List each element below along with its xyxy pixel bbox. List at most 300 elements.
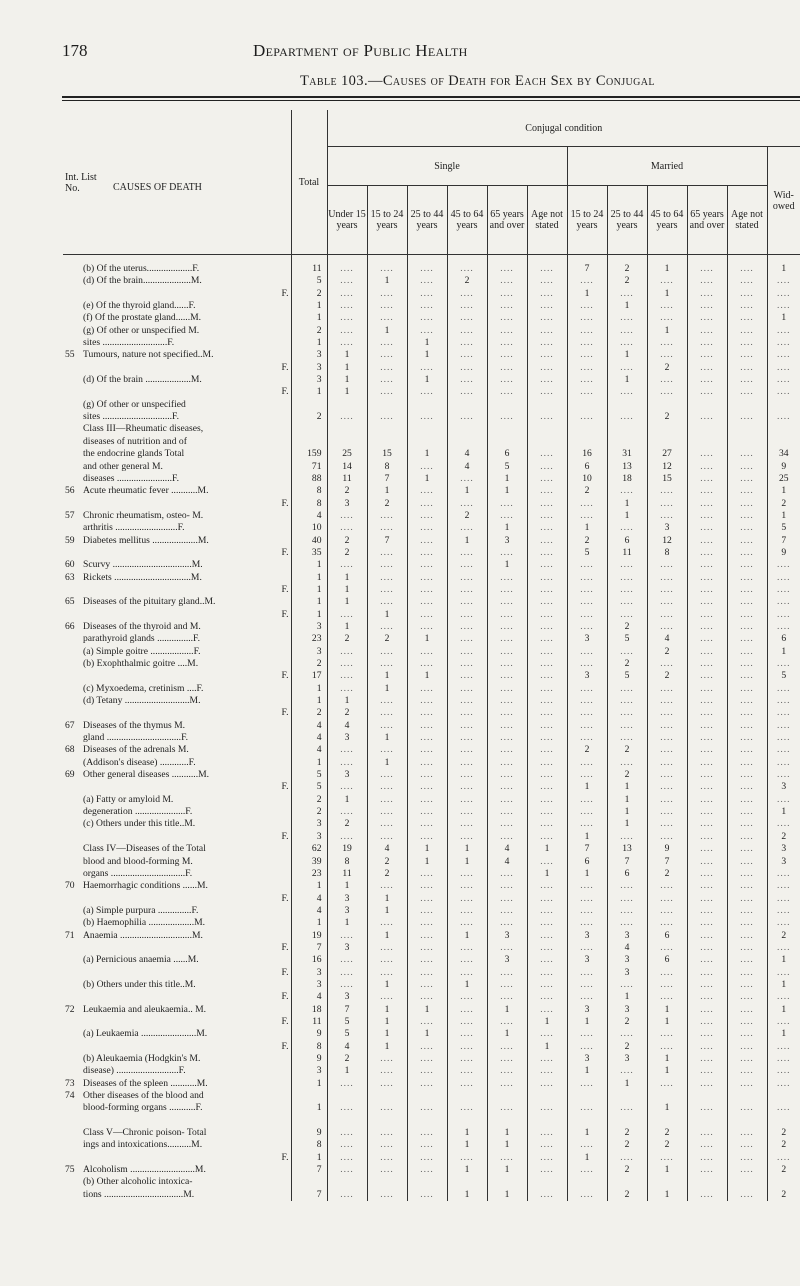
cell-single-15-24 <box>367 1090 407 1102</box>
cell-single-25-44 <box>407 794 447 806</box>
empty-cell-dots: .... <box>776 1015 791 1027</box>
empty-cell-dots: .... <box>340 1077 354 1089</box>
cell-single-15-24 <box>367 1139 407 1151</box>
cell-widowed <box>767 905 800 917</box>
cell-married-15-24: 3 <box>567 670 607 682</box>
empty-cell-dots: .... <box>500 411 514 423</box>
empty-cell-dots: .... <box>500 756 514 768</box>
cell-married-65 <box>687 905 727 917</box>
cell-single-not-stated <box>527 794 567 806</box>
empty-cell-dots: .... <box>420 941 434 953</box>
empty-cell-dots: .... <box>740 1015 754 1027</box>
empty-cell-dots: .... <box>380 571 394 583</box>
cell-married-25-44: 6 <box>607 535 647 547</box>
cell-married-65 <box>687 1139 727 1151</box>
empty-cell-dots: .... <box>776 769 791 781</box>
empty-cell-dots: .... <box>460 324 474 336</box>
cell-single-15-24: 7 <box>367 473 407 485</box>
empty-cell-dots: .... <box>700 275 714 287</box>
empty-cell-dots: .... <box>540 1164 554 1176</box>
table-row <box>63 522 800 534</box>
int-list-code: 69 <box>65 769 75 781</box>
empty-cell-dots: .... <box>460 1040 474 1052</box>
cell-under15: 1 <box>327 374 367 386</box>
cell-widowed: 1 <box>767 646 800 658</box>
empty-cell-dots: .... <box>540 781 554 793</box>
table-row <box>63 349 800 361</box>
empty-cell-dots: .... <box>460 620 474 632</box>
empty-cell-dots: .... <box>660 769 674 781</box>
cell-single-25-44 <box>407 781 447 793</box>
cell-married-15-24: 2 <box>567 485 607 497</box>
cause-cell <box>63 1041 291 1053</box>
table-row <box>63 1127 800 1139</box>
cell-married-not-stated <box>727 1065 767 1077</box>
total-cell: 40 <box>291 535 327 547</box>
int-list-code: 72 <box>65 1003 75 1015</box>
empty-cell-dots: .... <box>500 719 514 731</box>
empty-cell-dots: .... <box>660 1077 674 1089</box>
cell-married-45-64: 1 <box>647 1065 687 1077</box>
empty-cell-dots: .... <box>700 793 714 805</box>
cell-single-not-stated <box>527 979 567 991</box>
empty-cell-dots: .... <box>340 756 354 768</box>
empty-cell-dots: .... <box>340 658 354 669</box>
cell-widowed <box>767 337 800 349</box>
cell-single-not-stated <box>527 954 567 966</box>
cell-single-25-44 <box>407 954 447 966</box>
cause-label: (b) Others under this title..M. <box>83 978 196 990</box>
cell-under15 <box>327 399 367 411</box>
empty-cell-dots: .... <box>420 806 434 818</box>
empty-cell-dots: .... <box>460 349 474 361</box>
cell-single-45-64 <box>447 572 487 584</box>
table-row <box>63 695 800 707</box>
table-row <box>63 868 800 880</box>
empty-cell-dots: .... <box>700 349 714 361</box>
empty-cell-dots: .... <box>776 1053 791 1064</box>
empty-cell-dots: .... <box>340 608 354 620</box>
empty-cell-dots: .... <box>580 756 594 768</box>
empty-cell-dots: .... <box>660 892 674 904</box>
col-single-not-stated: Age not stated <box>527 186 567 255</box>
empty-cell-dots: .... <box>660 374 674 386</box>
cell-single-15-24 <box>367 337 407 349</box>
cell-married-45-64: 1 <box>647 1004 687 1016</box>
cell-single-25-44: 1 <box>407 473 447 485</box>
cell-married-45-64 <box>647 794 687 806</box>
empty-cell-dots: .... <box>660 571 674 583</box>
cell-married-not-stated <box>727 621 767 633</box>
empty-cell-dots: .... <box>380 917 394 929</box>
cell-single-15-24: 1 <box>367 670 407 682</box>
table-row <box>63 707 800 719</box>
cell-under15 <box>327 1102 367 1114</box>
total-cell: 1 <box>291 1078 327 1090</box>
cell-single-not-stated <box>527 411 567 423</box>
table-row <box>63 547 800 559</box>
cause-label: diseases .......................F. <box>83 472 179 484</box>
empty-cell-dots: .... <box>620 892 634 904</box>
cell-single-15-24 <box>367 954 407 966</box>
cell-married-45-64: 2 <box>647 646 687 658</box>
cause-cell <box>63 843 291 855</box>
empty-cell-dots: .... <box>700 707 714 719</box>
cell-single-15-24 <box>367 1115 407 1127</box>
cell-single-15-24 <box>367 1102 407 1114</box>
cell-single-15-24 <box>367 695 407 707</box>
empty-cell-dots: .... <box>420 756 434 768</box>
cell-single-25-44: 1 <box>407 633 447 645</box>
empty-cell-dots: .... <box>580 904 594 916</box>
cell-single-25-44 <box>407 942 447 954</box>
empty-cell-dots: .... <box>500 793 514 805</box>
total-cell: 88 <box>291 473 327 485</box>
cell-single-65 <box>487 609 527 621</box>
cell-single-15-24 <box>367 522 407 534</box>
cell-single-65 <box>487 596 527 608</box>
table-row <box>63 374 800 386</box>
cell-married-25-44 <box>607 1065 647 1077</box>
cause-cell <box>63 991 291 1003</box>
cell-single-45-64 <box>447 374 487 386</box>
empty-cell-dots: .... <box>620 411 634 423</box>
cause-label: blood and blood-forming M. <box>83 855 193 867</box>
cell-single-15-24: 1 <box>367 1004 407 1016</box>
cell-single-25-44: 1 <box>407 374 447 386</box>
empty-cell-dots: .... <box>540 719 554 731</box>
empty-cell-dots: .... <box>380 620 394 632</box>
empty-cell-dots: .... <box>620 583 634 595</box>
cause-label: Rickets ................................M. <box>83 571 202 583</box>
empty-cell-dots: .... <box>540 978 554 990</box>
empty-cell-dots: .... <box>740 460 754 472</box>
cell-married-not-stated <box>727 535 767 547</box>
total-cell: 1 <box>291 917 327 929</box>
cause-cell <box>63 572 291 584</box>
empty-cell-dots: .... <box>700 1053 714 1064</box>
empty-cell-dots: .... <box>740 966 754 978</box>
cell-single-not-stated <box>527 362 567 374</box>
cell-under15: 1 <box>327 621 367 633</box>
table-row <box>63 1176 800 1188</box>
empty-cell-dots: .... <box>500 744 514 756</box>
empty-cell-dots: .... <box>460 818 474 830</box>
empty-cell-dots: .... <box>420 793 434 805</box>
cell-married-15-24 <box>567 596 607 608</box>
empty-cell-dots: .... <box>420 769 434 781</box>
empty-cell-dots: .... <box>700 670 714 682</box>
cell-married-not-stated <box>727 905 767 917</box>
empty-cell-dots: .... <box>540 744 554 756</box>
cell-single-25-44 <box>407 1065 447 1077</box>
empty-cell-dots: .... <box>700 509 714 521</box>
cell-single-45-64 <box>447 1065 487 1077</box>
cell-widowed <box>767 991 800 1003</box>
empty-cell-dots: .... <box>620 522 634 534</box>
empty-cell-dots: .... <box>776 411 791 423</box>
cell-single-not-stated <box>527 461 567 473</box>
cell-single-65: 1 <box>487 1189 527 1201</box>
cell-single-65 <box>487 942 527 954</box>
cause-label: Acute rheumatic fever ...........M. <box>83 485 209 497</box>
cell-widowed <box>767 880 800 892</box>
cell-single-25-44: 1 <box>407 856 447 868</box>
table-row <box>63 1041 800 1053</box>
cell-married-65 <box>687 485 727 497</box>
empty-cell-dots: .... <box>740 448 754 460</box>
cell-married-45-64 <box>647 386 687 398</box>
cell-married-15-24 <box>567 806 607 818</box>
cell-single-not-stated: 1 <box>527 868 567 880</box>
cell-single-45-64 <box>447 547 487 559</box>
cell-married-45-64 <box>647 609 687 621</box>
empty-cell-dots: .... <box>740 497 754 509</box>
cause-cell <box>63 263 291 275</box>
cell-widowed <box>767 584 800 596</box>
cell-single-25-44 <box>407 979 447 991</box>
empty-cell-dots: .... <box>740 1053 754 1064</box>
empty-cell-dots: .... <box>540 472 554 484</box>
empty-cell-dots: .... <box>380 941 394 953</box>
total-cell: 5 <box>291 769 327 781</box>
cell-married-65 <box>687 930 727 942</box>
cell-under15 <box>327 510 367 522</box>
cell-married-25-44 <box>607 596 647 608</box>
empty-cell-dots: .... <box>700 546 714 558</box>
empty-cell-dots: .... <box>540 732 554 744</box>
empty-cell-dots: .... <box>580 275 594 287</box>
empty-cell-dots: .... <box>776 966 791 978</box>
empty-cell-dots: .... <box>540 806 554 818</box>
table-row <box>63 535 800 547</box>
empty-cell-dots: .... <box>740 275 754 287</box>
cell-single-25-44: 1 <box>407 448 447 460</box>
cause-label: F. <box>281 991 289 1003</box>
table-row <box>63 769 800 781</box>
cell-under15: 5 <box>327 1028 367 1040</box>
cell-single-65 <box>487 1041 527 1053</box>
cell-under15 <box>327 930 367 942</box>
empty-cell-dots: .... <box>460 991 474 1003</box>
cause-label: Class V—Chronic poison- Total <box>83 1127 207 1139</box>
empty-cell-dots: .... <box>580 411 594 423</box>
cause-cell <box>63 905 291 917</box>
cause-cell <box>63 967 291 979</box>
cell-under15 <box>327 436 367 448</box>
empty-cell-dots: .... <box>580 917 594 929</box>
cell-married-25-44: 2 <box>607 1041 647 1053</box>
empty-cell-dots: .... <box>700 312 714 324</box>
cell-under15 <box>327 831 367 843</box>
cell-single-65 <box>487 633 527 645</box>
cell-married-65 <box>687 917 727 929</box>
empty-cell-dots: .... <box>540 1077 554 1089</box>
col-married-25-44: 25 to 44 years <box>607 186 647 255</box>
cell-under15: 1 <box>327 880 367 892</box>
cell-single-65 <box>487 880 527 892</box>
empty-cell-dots: .... <box>740 1003 754 1015</box>
cause-label: (a) Leukaemia .......................M. <box>83 1028 208 1040</box>
total-cell: 1 <box>291 1102 327 1114</box>
cell-widowed: 3 <box>767 843 800 855</box>
empty-cell-dots: .... <box>420 620 434 632</box>
cell-single-15-24: 1 <box>367 1041 407 1053</box>
cell-married-15-24 <box>567 917 607 929</box>
cell-married-25-44: 1 <box>607 991 647 1003</box>
cell-single-65 <box>487 263 527 275</box>
empty-cell-dots: .... <box>420 929 434 941</box>
cell-married-not-stated <box>727 349 767 361</box>
married-header: Married <box>567 147 767 186</box>
cell-married-45-64: 1 <box>647 263 687 275</box>
cell-under15: 11 <box>327 473 367 485</box>
cell-married-not-stated <box>727 1078 767 1090</box>
cause-cell <box>63 1115 291 1127</box>
cell-single-not-stated <box>527 856 567 868</box>
cell-single-65 <box>487 1102 527 1114</box>
cause-label: F. <box>281 892 289 904</box>
cell-single-65 <box>487 399 527 411</box>
empty-cell-dots: .... <box>380 263 394 274</box>
cell-single-25-44 <box>407 720 447 732</box>
cause-cell <box>63 646 291 658</box>
empty-cell-dots: .... <box>340 275 354 287</box>
cell-single-65: 3 <box>487 930 527 942</box>
empty-cell-dots: .... <box>380 509 394 521</box>
empty-cell-dots: .... <box>540 312 554 324</box>
cell-single-15-24 <box>367 399 407 411</box>
empty-cell-dots: .... <box>776 583 791 595</box>
empty-cell-dots: .... <box>740 732 754 744</box>
cause-label: sites ...........................F. <box>83 337 175 349</box>
empty-cell-dots: .... <box>740 300 754 312</box>
cell-single-45-64 <box>447 794 487 806</box>
cell-single-15-24 <box>367 547 407 559</box>
cell-single-45-64 <box>447 411 487 423</box>
empty-cell-dots: .... <box>540 571 554 583</box>
cause-label: diseases of nutrition and of <box>83 435 187 447</box>
empty-cell-dots: .... <box>380 411 394 423</box>
cause-cell <box>63 917 291 929</box>
empty-cell-dots: .... <box>340 324 354 336</box>
cell-under15 <box>327 288 367 300</box>
total-cell: 1 <box>291 757 327 769</box>
cell-married-45-64 <box>647 510 687 522</box>
cell-married-45-64: 2 <box>647 411 687 423</box>
cell-married-45-64 <box>647 349 687 361</box>
cell-single-not-stated <box>527 707 567 719</box>
cell-single-65: 1 <box>487 522 527 534</box>
empty-cell-dots: .... <box>660 732 674 744</box>
cell-single-15-24 <box>367 658 407 670</box>
empty-cell-dots: .... <box>700 1003 714 1015</box>
empty-cell-dots: .... <box>580 1188 594 1200</box>
cell-single-25-44 <box>407 510 447 522</box>
cell-single-15-24: 1 <box>367 609 407 621</box>
cell-widowed <box>767 1065 800 1077</box>
cell-married-15-24: 1 <box>567 1152 607 1164</box>
cell-married-25-44: 2 <box>607 621 647 633</box>
cell-married-15-24 <box>567 300 607 312</box>
cell-single-65: 1 <box>487 1028 527 1040</box>
total-cell: 4 <box>291 991 327 1003</box>
cell-single-15-24: 1 <box>367 1028 407 1040</box>
cause-cell <box>63 720 291 732</box>
cell-single-not-stated <box>527 917 567 929</box>
total-cell: 9 <box>291 1127 327 1139</box>
total-cell: 19 <box>291 930 327 942</box>
table-row <box>63 1004 800 1016</box>
empty-cell-dots: .... <box>540 818 554 830</box>
empty-cell-dots: .... <box>660 682 674 694</box>
cell-single-15-24 <box>367 806 407 818</box>
empty-cell-dots: .... <box>380 744 394 756</box>
cell-widowed <box>767 436 800 448</box>
cell-single-15-24 <box>367 781 407 793</box>
cell-widowed <box>767 399 800 411</box>
cell-single-65 <box>487 288 527 300</box>
empty-cell-dots: .... <box>700 917 714 929</box>
table-row <box>63 979 800 991</box>
table-row <box>63 411 800 423</box>
empty-cell-dots: .... <box>580 559 594 571</box>
empty-cell-dots: .... <box>700 818 714 830</box>
cell-single-45-64 <box>447 781 487 793</box>
empty-cell-dots: .... <box>700 904 714 916</box>
total-cell: 4 <box>291 744 327 756</box>
empty-cell-dots: .... <box>460 386 474 398</box>
cell-widowed: 5 <box>767 670 800 682</box>
empty-cell-dots: .... <box>660 719 674 731</box>
cell-married-25-44: 1 <box>607 806 647 818</box>
empty-cell-dots: .... <box>740 707 754 719</box>
empty-cell-dots: .... <box>500 941 514 953</box>
empty-cell-dots: .... <box>776 991 791 1003</box>
cell-single-65 <box>487 818 527 830</box>
cause-label: (Addison's disease) ............F. <box>83 756 196 768</box>
cell-single-65: 1 <box>487 485 527 497</box>
cell-married-15-24 <box>567 559 607 571</box>
empty-cell-dots: .... <box>660 1151 674 1163</box>
cell-married-45-64 <box>647 818 687 830</box>
cell-under15: 2 <box>327 1053 367 1065</box>
empty-cell-dots: .... <box>740 472 754 484</box>
cell-married-45-64: 2 <box>647 670 687 682</box>
empty-cell-dots: .... <box>700 954 714 966</box>
cause-label: (a) Simple goitre ..................F. <box>83 645 201 657</box>
cell-single-65 <box>487 720 527 732</box>
cell-married-not-stated <box>727 893 767 905</box>
total-cell: 39 <box>291 856 327 868</box>
table-row <box>63 1016 800 1028</box>
cell-single-65 <box>487 374 527 386</box>
cause-label: Class IV—Diseases of the Total <box>83 843 206 855</box>
empty-cell-dots: .... <box>660 1028 674 1040</box>
cause-cell <box>63 893 291 905</box>
cell-single-65 <box>487 1152 527 1164</box>
cell-married-not-stated <box>727 596 767 608</box>
cause-cell <box>63 806 291 818</box>
empty-cell-dots: .... <box>500 670 514 682</box>
cell-single-15-24 <box>367 880 407 892</box>
empty-cell-dots: .... <box>580 1028 594 1040</box>
total-cell: 62 <box>291 843 327 855</box>
cell-single-45-64 <box>447 732 487 744</box>
empty-cell-dots: .... <box>660 658 674 669</box>
empty-cell-dots: .... <box>380 719 394 731</box>
cause-cell <box>63 1152 291 1164</box>
